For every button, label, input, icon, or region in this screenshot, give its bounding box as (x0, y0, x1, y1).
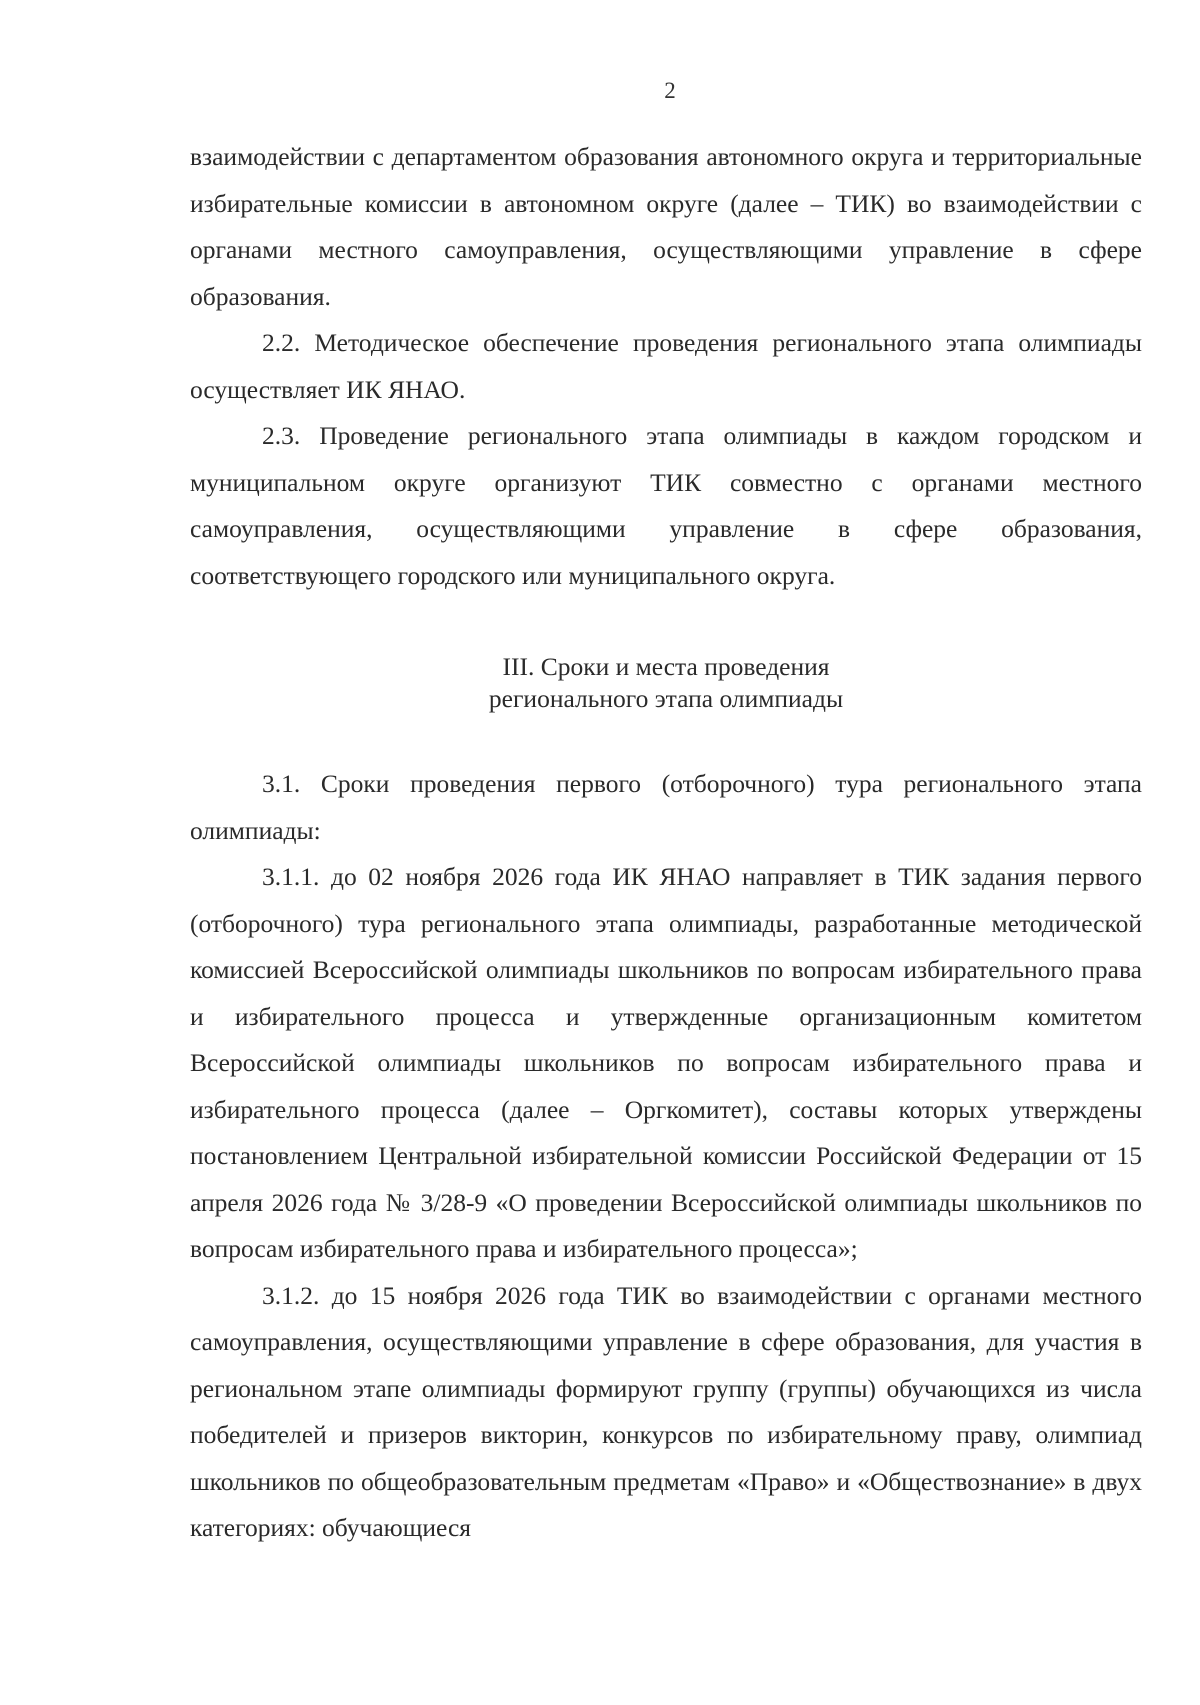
paragraph-2-3: 2.3. Проведение регионального этапа олимпиады в каждом городском и муниципальном округе организуют ТИК совместно с органами местного самоуправления, осуществляющими управление в сфере образования, соответствующего городского или муниципального округа. (190, 421, 1142, 590)
paragraph-3-1-1: 3.1.1. до 02 ноября 2026 года ИК ЯНАО направляет в ТИК задания первого (отборочного) тура регионального этапа олимпиады, разработанные методической комиссией Всероссийской олимпиады школьников по вопросам избирательного права и избирательного процесса и утвержденные организационным комитетом Всероссийской олимпиады школьников по вопросам избирательного права и избирательного процесса (далее – Оргкомитет), составы которых утверждены постановлением Центральной избирательной комиссии Российской Федерации от 15 апреля 2026 года № 3/28-9 «О проведении Всероссийской олимпиады школьников по вопросам избирательного права и избирательного процесса»; (190, 862, 1142, 1263)
document-body (190, 134, 1142, 1552)
section-heading-line-2: регионального этапа олимпиады (488, 684, 844, 713)
paragraph-2-2: 2.2. Методическое обеспечение проведения регионального этапа олимпиады осуществляет ИК ЯНАО. (190, 328, 1142, 404)
section-heading (190, 651, 1142, 715)
paragraph-3-1-2: 3.1.2. до 15 ноября 2026 года ТИК во взаимодействии с органами местного самоуправления, осуществляющими управление в сфере образования, для участия в региональном этапе олимпиады формируют группу (группы) обучающихся из числа победителей и призеров викторин, конкурсов по избирательному праву, олимпиад школьников по общеобразовательным предметам «Право» и «Обществознание» в двух категориях: обучающиеся (190, 1280, 1142, 1542)
page-number: 2 (664, 78, 676, 103)
section-heading-line-1: III. Сроки и места проведения (502, 652, 830, 681)
paragraph-intro: взаимодействии с департаментом образования автономного округа и территориальные избирательные комиссии в автономном округе (далее – ТИК) во взаимодействии с органами местного самоуправления, осуществляющими управление в сфере образования. (190, 142, 1142, 311)
paragraph-3-1: 3.1. Сроки проведения первого (отборочного) тура регионального этапа олимпиады: (190, 769, 1142, 845)
